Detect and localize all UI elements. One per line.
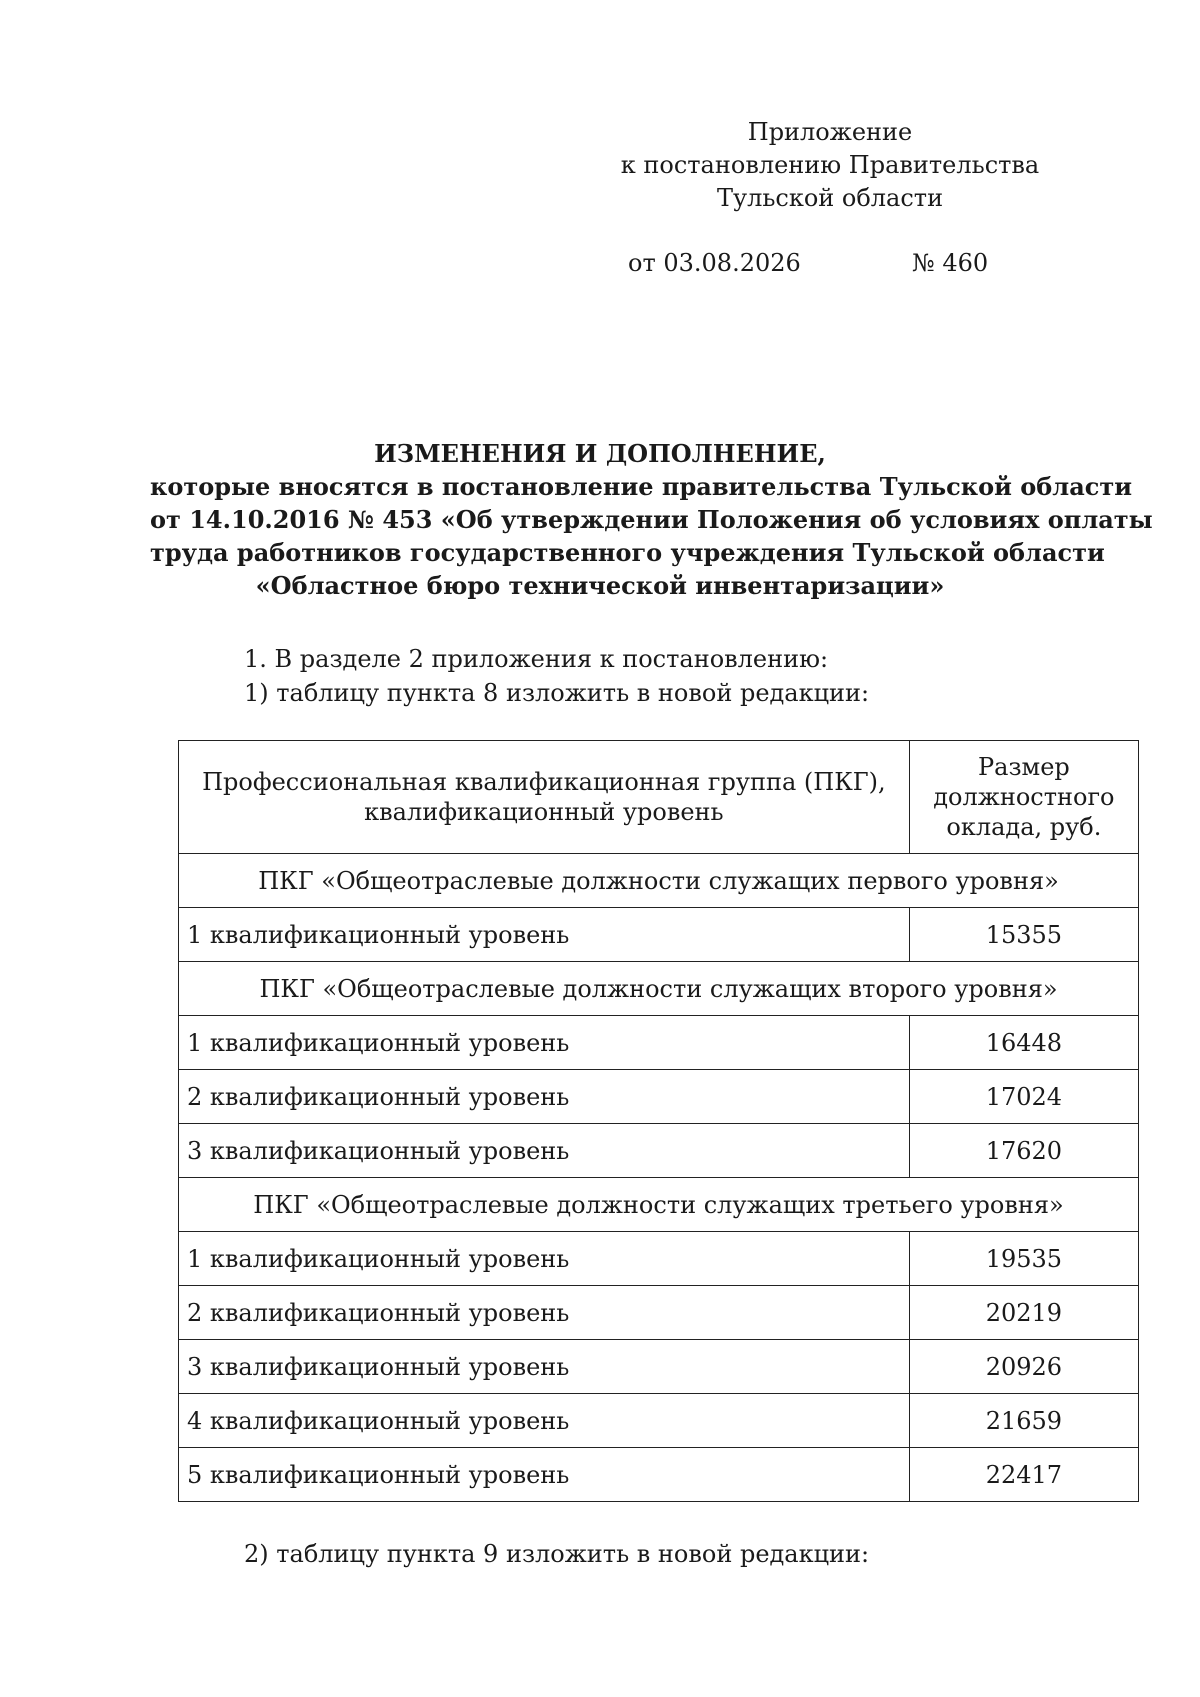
- title-line-1: ИЗМЕНЕНИЯ И ДОПОЛНЕНИЕ,: [374, 439, 826, 468]
- level-name: 1 квалификационный уровень: [179, 1016, 910, 1070]
- level-name: 3 квалификационный уровень: [179, 1340, 910, 1394]
- table-row: [179, 1340, 1139, 1394]
- salary-value: 20219: [909, 1286, 1138, 1340]
- paragraph-item-8: 1) таблицу пункта 8 изложить в новой редакции:: [244, 679, 870, 707]
- salary-value: 19535: [909, 1232, 1138, 1286]
- appendix-region: Тульской области: [716, 184, 944, 212]
- appendix-label: Приложение: [747, 118, 913, 146]
- table-row: [179, 908, 1139, 962]
- table-row: [179, 1070, 1139, 1124]
- table-row: [179, 1016, 1139, 1070]
- level-name: 1 квалификационный уровень: [179, 1232, 910, 1286]
- table-header-row: [179, 741, 1139, 854]
- header-salary-line-2: должностного: [933, 783, 1115, 811]
- title-line-2: которые вносятся в постановление правительства Тульской области: [150, 472, 1133, 501]
- salary-value: 17620: [909, 1124, 1138, 1178]
- header-group-level-line-1: Профессиональная квалификационная группа (ПКГ),: [202, 768, 886, 796]
- table-row: [179, 1448, 1139, 1502]
- header-salary-line-3: оклада, руб.: [946, 813, 1102, 841]
- paragraph-section-2: 1. В разделе 2 приложения к постановлению:: [244, 645, 829, 673]
- appendix-header: [600, 116, 1060, 215]
- decree-date: от 03.08.2026: [628, 249, 801, 277]
- appendix-reference: к постановлению Правительства: [620, 151, 1040, 179]
- header-salary-line-1: Размер: [977, 753, 1070, 781]
- title-line-3: от 14.10.2016 № 453 «Об утверждении Положения об условиях оплаты: [150, 505, 1153, 534]
- header-group-level: [179, 741, 910, 854]
- document-title: [150, 437, 1153, 602]
- salary-table: [178, 740, 1139, 1502]
- salary-value: 17024: [909, 1070, 1138, 1124]
- salary-value: 21659: [909, 1394, 1138, 1448]
- level-name: 2 квалификационный уровень: [179, 1286, 910, 1340]
- table-row: [179, 1232, 1139, 1286]
- level-name: 2 квалификационный уровень: [179, 1070, 910, 1124]
- title-line-5: «Областное бюро технической инвентаризации»: [255, 571, 945, 600]
- level-name: 1 квалификационный уровень: [179, 908, 910, 962]
- group-title: ПКГ «Общеотраслевые должности служащих первого уровня»: [179, 854, 1139, 908]
- table-row: [179, 1286, 1139, 1340]
- group-title: ПКГ «Общеотраслевые должности служащих третьего уровня»: [179, 1178, 1139, 1232]
- group-row: [179, 962, 1139, 1016]
- salary-value: 15355: [909, 908, 1138, 962]
- group-title: ПКГ «Общеотраслевые должности служащих второго уровня»: [179, 962, 1139, 1016]
- decree-number: № 460: [912, 249, 989, 277]
- table-row: [179, 1124, 1139, 1178]
- salary-value: 20926: [909, 1340, 1138, 1394]
- group-row: [179, 854, 1139, 908]
- level-name: 3 квалификационный уровень: [179, 1124, 910, 1178]
- level-name: 4 квалификационный уровень: [179, 1394, 910, 1448]
- paragraph-item-9: 2) таблицу пункта 9 изложить в новой редакции:: [244, 1540, 870, 1568]
- table-row: [179, 1394, 1139, 1448]
- title-line-4: труда работников государственного учреждения Тульской области: [150, 538, 1105, 567]
- header-group-level-line-2: квалификационный уровень: [364, 798, 724, 826]
- salary-value: 16448: [909, 1016, 1138, 1070]
- header-salary: [909, 741, 1138, 854]
- salary-value: 22417: [909, 1448, 1138, 1502]
- group-row: [179, 1178, 1139, 1232]
- level-name: 5 квалификационный уровень: [179, 1448, 910, 1502]
